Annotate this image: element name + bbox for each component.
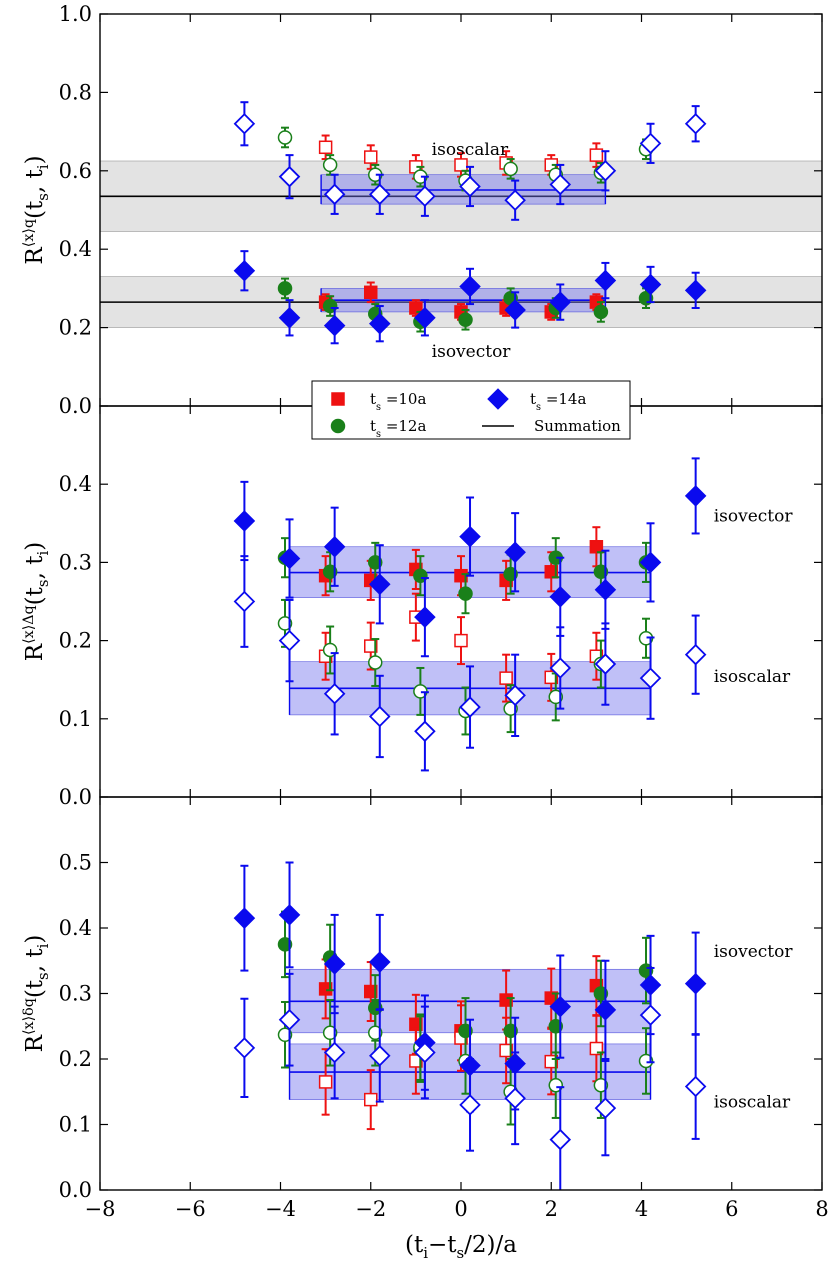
data-point (686, 1077, 705, 1096)
x-tick-label: −4 (265, 1197, 296, 1221)
data-point (590, 149, 602, 161)
x-tick-label: −6 (174, 1197, 206, 1221)
legend-label: $t_s =12a$ (370, 417, 427, 440)
annotation-label: isoscalar (713, 666, 791, 687)
legend-marker (332, 393, 344, 405)
y-tick-label: 0.2 (58, 1047, 92, 1071)
legend-marker (332, 420, 345, 433)
panel-3 (21, 797, 822, 1202)
y-axis-label (21, 935, 52, 1053)
x-tick-label: 0 (454, 1197, 468, 1221)
x-tick-label: −8 (84, 1197, 116, 1221)
annotation-label: isoscalar (713, 1092, 791, 1113)
data-point (365, 151, 377, 163)
annotation-label: isovector (431, 342, 511, 363)
y-tick-label: 0.1 (58, 706, 92, 731)
panel-plot-area (100, 102, 822, 343)
y-tick-label: 0.3 (58, 550, 92, 575)
data-point (459, 587, 472, 600)
data-point (551, 1130, 570, 1149)
data-point (370, 953, 389, 972)
panel-plot-area (235, 863, 705, 1192)
x-tick-label: 8 (815, 1197, 829, 1221)
y-tick-label: 0.4 (58, 916, 92, 940)
data-point (279, 131, 292, 144)
data-point (455, 635, 467, 647)
legend (312, 381, 630, 440)
panel-2 (21, 406, 822, 809)
data-point (365, 1094, 377, 1106)
legend-label: $t_s =10a$ (370, 390, 427, 413)
annotation-label: isovector (713, 941, 793, 962)
y-tick-label: 0.0 (58, 394, 92, 418)
data-point (235, 511, 254, 530)
y-tick-label: 1.0 (58, 2, 92, 26)
x-axis-label: $(t_i-t_s/2)/a$ (404, 1232, 518, 1262)
data-point (461, 527, 480, 546)
y-tick-label: 0.2 (58, 315, 92, 340)
data-point (365, 286, 377, 298)
data-point (504, 162, 517, 175)
data-point (280, 905, 299, 924)
y-tick-label: 0.0 (58, 1178, 92, 1202)
data-point (596, 1099, 615, 1118)
y-axis-label (21, 155, 52, 264)
data-point (235, 592, 254, 611)
data-point (455, 159, 467, 171)
data-point (279, 282, 292, 295)
data-point (320, 1076, 332, 1088)
data-point (369, 656, 382, 669)
data-point (594, 305, 607, 318)
x-tick-label: −2 (355, 1197, 387, 1221)
data-point (686, 114, 705, 133)
y-axis-label-text: $R^{⟨x⟩\Delta q}(t_s$, $t_i$) (21, 541, 52, 662)
data-point (415, 722, 434, 741)
y-tick-label: 0.6 (58, 158, 92, 183)
legend-label: Summation (534, 417, 621, 435)
x-tick-label: 6 (725, 1197, 739, 1221)
y-tick-label: 0.5 (58, 850, 92, 875)
x-tick-label: 2 (544, 1197, 558, 1221)
y-axis-label-text: $R^{⟨x⟩q}(t_s$, $t_i$) (21, 155, 52, 265)
y-axis-label (21, 542, 52, 661)
y-tick-label: 0.4 (58, 237, 92, 262)
panel-1 (21, 2, 822, 418)
data-point (235, 1038, 254, 1057)
data-point (686, 486, 705, 505)
annotation-label: isoscalar (431, 140, 509, 161)
data-point (235, 114, 254, 133)
data-point (235, 909, 254, 928)
x-tick-label: 4 (634, 1197, 649, 1221)
data-point (500, 672, 512, 684)
data-point (686, 974, 705, 993)
data-point (686, 645, 705, 664)
y-tick-label: 0.3 (58, 981, 92, 1006)
y-tick-label: 0.1 (58, 1112, 92, 1137)
data-point (324, 158, 337, 171)
annotation-label: isovector (713, 506, 793, 527)
y-tick-label: 0.2 (58, 628, 92, 653)
y-tick-label: 0.4 (58, 472, 92, 497)
y-axis-label-text: $R^{⟨x⟩\delta q}(t_s$, $t_i$) (21, 934, 52, 1053)
panel-frame (100, 406, 822, 797)
data-point (320, 141, 332, 153)
data-point (459, 313, 472, 326)
y-tick-label: 0.8 (58, 80, 92, 105)
legend-label: $t_s =14a$ (530, 390, 587, 413)
data-point (590, 541, 602, 553)
y-tick-label: 0.0 (58, 785, 92, 809)
panel-plot-area (235, 458, 705, 770)
